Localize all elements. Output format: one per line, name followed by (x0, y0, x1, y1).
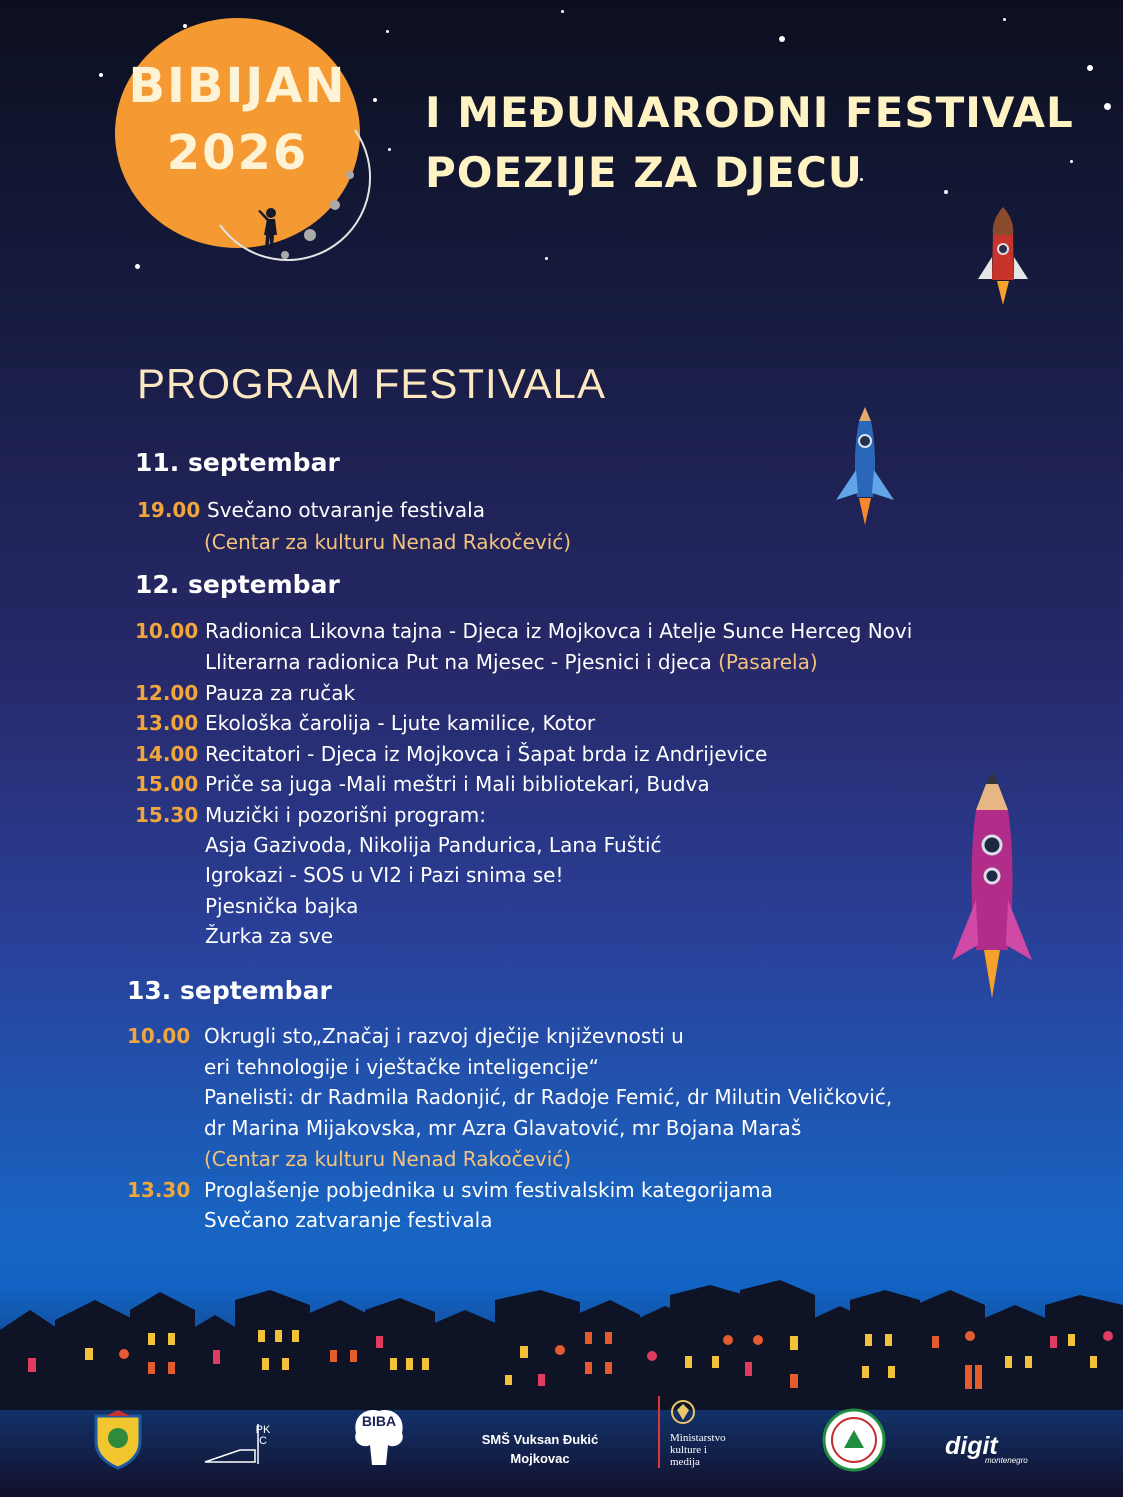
event-time: 10.00 (127, 1024, 191, 1048)
event-text: dr Marina Mijakovska, mr Azra Glavatović, mr Bojana Maraš (204, 1116, 802, 1140)
event-text: eri tehnologije i vještačke inteligencije“ (204, 1055, 600, 1079)
event-time: 10.00 (135, 619, 199, 643)
event-text: Panelisti: dr Radmila Radonjić, dr Radoje Femić, dr Milutin Veličković, (204, 1085, 893, 1109)
event-venue: (Centar za kulturu Nenad Rakočević) (204, 530, 572, 554)
city-skyline (0, 1270, 1123, 1410)
blue-rocket-icon (830, 405, 900, 530)
event-text: Pauza za ručak (205, 681, 356, 705)
event-venue: (Pasarela) (718, 650, 818, 674)
digit-subtitle: montenegro (985, 1456, 1028, 1465)
event-text: Muzički i pozorišni program: (205, 803, 486, 827)
ministry-line2: kulture i (670, 1444, 707, 1456)
event-text: Okrugli sto„Značaj i razvoj dječije književnosti u (204, 1024, 684, 1048)
event-time: 15.30 (135, 803, 199, 827)
school-name: SMŠ Vuksan Đukić (481, 1432, 599, 1447)
event-time: 14.00 (135, 742, 199, 766)
event-text: Svečano zatvaranje festivala (204, 1208, 493, 1232)
ministry-divider (655, 1396, 667, 1468)
event-text: Ekološka čarolija - Ljute kamilice, Kotor (205, 711, 596, 735)
festival-headline-line2: POEZIJE ZA DJECU (425, 148, 863, 197)
digit-logo: digit (945, 1432, 998, 1460)
child-silhouette-icon (255, 205, 285, 250)
event-time: 13.00 (135, 711, 199, 735)
program-title: PROGRAM FESTIVALA (137, 360, 606, 407)
day-heading: 12. septembar (135, 570, 340, 599)
school-city: Mojkovac (510, 1451, 570, 1466)
round-seal-icon (822, 1408, 886, 1472)
event-text: Igrokazi - SOS u VI2 i Pazi snima se! (205, 863, 564, 887)
event-text: Lliterarna radionica Put na Mjesec - Pjesnici i djeca (205, 650, 712, 674)
red-rocket-icon (972, 205, 1034, 310)
biba-label: BIBA (361, 1413, 397, 1429)
ministry-line3: medija (670, 1456, 700, 1468)
event-text: Radionica Likovna tajna - Djeca iz Mojkovca i Atelje Sunce Herceg Novi (205, 619, 913, 643)
event-time: 15.00 (135, 772, 199, 796)
event-text: Pjesnička bajka (205, 894, 359, 918)
municipality-crest-icon (92, 1410, 144, 1470)
event-time: 19.00 (137, 498, 201, 522)
day-heading: 13. septembar (127, 976, 332, 1005)
festival-headline-line1: I MEĐUNARODNI FESTIVAL (425, 88, 1074, 137)
event-text: Recitatori - Djeca iz Mojkovca i Šapat brda iz Andrijevice (205, 742, 768, 766)
ministry-name (670, 1432, 750, 1468)
ministry-emblem-icon (670, 1398, 696, 1428)
event-time: 12.00 (135, 681, 199, 705)
event-time: 13.30 (127, 1178, 191, 1202)
event-text: Priče sa juga -Mali meštri i Mali bibliotekari, Budva (205, 772, 710, 796)
pkc-label: PKC (255, 1424, 271, 1447)
ministry-line1: Ministarstvo (670, 1432, 726, 1444)
pink-pencil-rocket-icon (948, 770, 1036, 1000)
event-text: Žurka za sve (205, 924, 334, 948)
event-text-line (205, 650, 818, 674)
logo-year: 2026 (166, 125, 309, 181)
event-venue: (Centar za kulturu Nenad Rakočević) (204, 1147, 572, 1171)
day-heading: 11. septembar (135, 448, 340, 477)
logo-title: BIBIJAN (128, 58, 347, 114)
event-text: Asja Gazivoda, Nikolija Pandurica, Lana Fuštić (205, 833, 662, 857)
event-text: Proglašenje pobjednika u svim festivalskim kategorijama (204, 1178, 773, 1202)
event-text: Svečano otvaranje festivala (207, 498, 485, 522)
